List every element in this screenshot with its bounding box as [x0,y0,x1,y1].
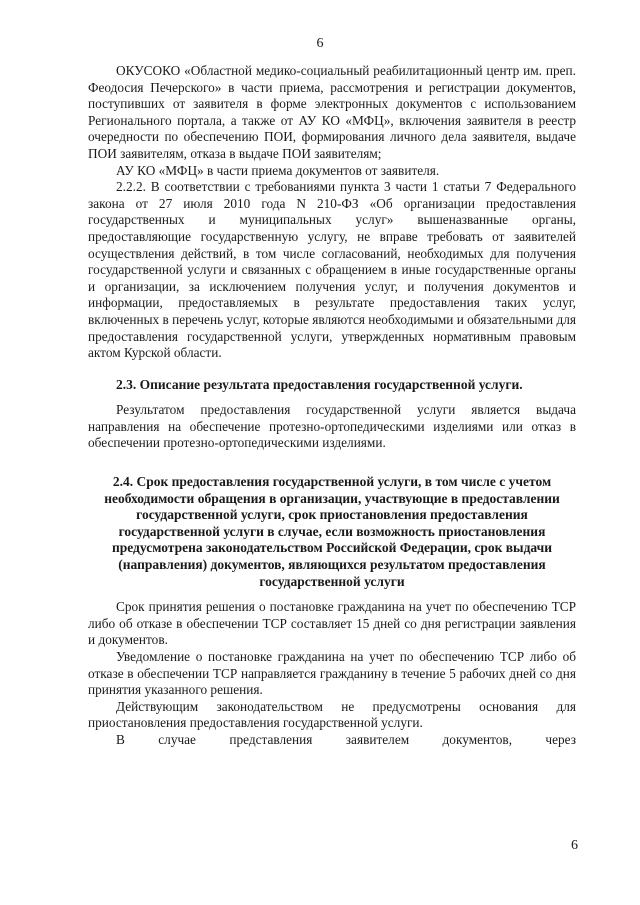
paragraph-intro: ОКУСОКО «Областной медико-социальный реабилитационный центр им. преп. Феодосия Печерского» в части приема, рассмотрения и регистрации документов, поступивших от заявителя в форме электронных документов с использованием Регионального портала, а также от АУ КО «МФЦ», включения заявителя в реестр очередности по обеспечению ПОИ, формирования личного дела заявителя, выдаче ПОИ заявителям, отказа в выдаче ПОИ заявителям; [88,63,576,161]
document-body [88,63,576,749]
paragraph-2-4-suspension: Действующим законодательством не предусмотрены основания для приостановления предоставления государственной услуги. [88,698,576,731]
paragraph-2-3: Результатом предоставления государственной услуги является выдача направления на обеспечение протезно-ортопедическими изделиями или отказ в обеспечении протезно-ортопедическими изделиями. [88,402,576,451]
page-number-bottom: 6 [571,838,578,853]
paragraph-2-4-notice: Уведомление о постановке гражданина на учет по обеспечению ТСР либо об отказе в обеспечении ТСР направляется гражданину в течение 5 рабочих дней со дня принятия указанного решения. [88,649,576,698]
paragraph-2-2-2: 2.2.2. В соответствии с требованиями пункта 3 части 1 статьи 7 Федерального закона от 27 июля 2010 года N 210-ФЗ «Об организации предоставления государственных и муниципальных услуг» вышеназванные органы, предоставляющие государственную услугу, не вправе требовать от заявителей осуществления действий, в том числе согласований, необходимых для получения государственной услуги и связанных с обращением в иные государственные органы и организации, за исключением получения услуг, и получения документов и информации, предоставляемых в результате предоставления таких услуг, включенных в перечень услуг, которые являются необходимыми и обязательными для предоставления государственной услуги, утвержденных нормативным правовым актом Курской области. [88,179,576,361]
paragraph-2-4-term: Срок принятия решения о постановке гражданина на учет по обеспечению ТСР либо об отказе в обеспечении ТСР составляет 15 дней со дня регистрации заявления и документов. [88,599,576,648]
heading-2-3: 2.3. Описание результата предоставления государственной услуги. [116,376,523,392]
heading-2-4: 2.4. Срок предоставления государственной услуги, в том числе с учетом необходимости обращения в организации, участвующие в предоставлении государственной услуги, срок приостановления предоставления государственной услуги в случае, если возможность приостановления предусмотрена законодательством Российской Федерации, срок выдачи (направления) документов, являющихся результатом предоставления государственной услуги [104,474,560,589]
page-number-top: 6 [316,36,324,51]
paragraph-mfc: АУ КО «МФЦ» в части приема документов от заявителя. [116,162,440,178]
paragraph-2-4-case: В случае представления заявителем документов, через [116,731,576,747]
